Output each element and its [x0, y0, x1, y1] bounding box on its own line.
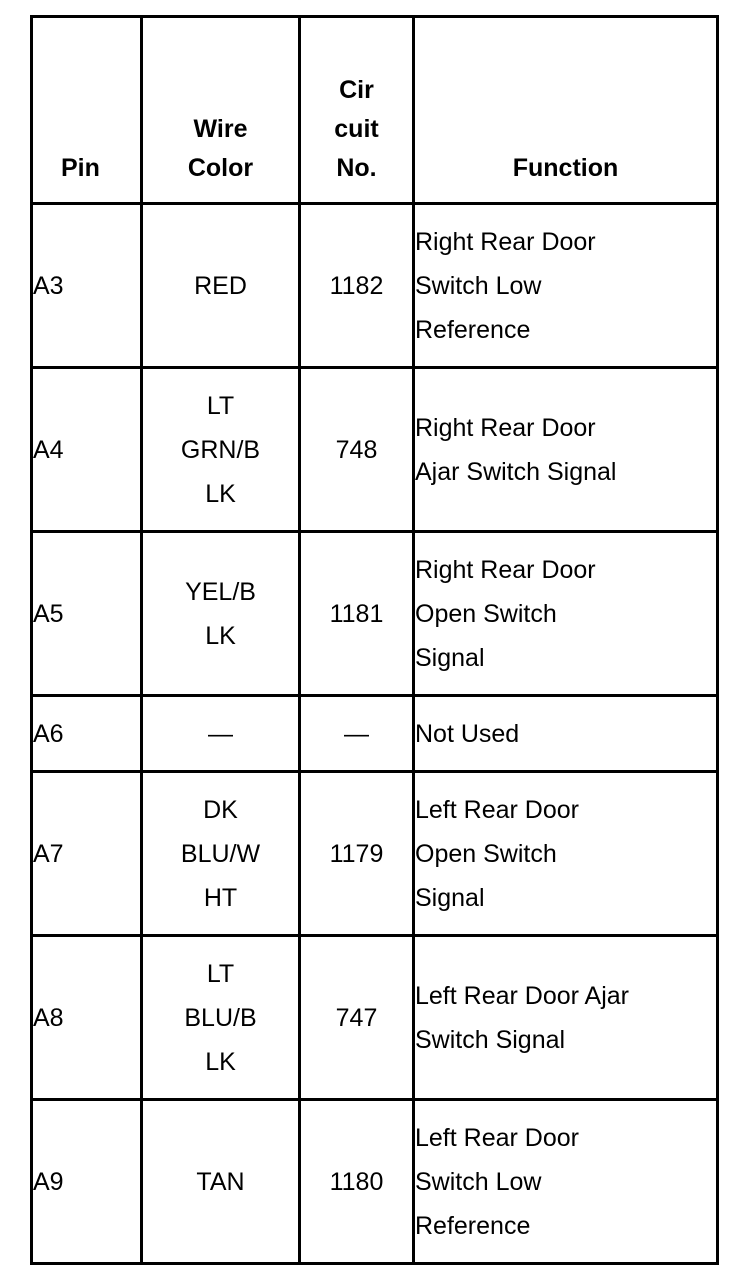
wire-color-text: GRN/B [180, 435, 261, 464]
function-cell [414, 532, 718, 696]
header-wire-color-line1: Wire [193, 115, 248, 143]
table-row [32, 532, 718, 696]
function-text: Ajar Switch Signal [415, 457, 617, 486]
wire-color-cell [142, 204, 300, 368]
function-text: Signal [415, 883, 485, 912]
wire-color-text: LK [205, 621, 236, 650]
function-text: Left Rear Door [415, 1123, 579, 1152]
wire-color-text: BLU/B [184, 1003, 257, 1032]
wire-color-text: LT [206, 391, 235, 420]
function-text: Right Rear Door [415, 413, 596, 442]
wire-color-cell [142, 936, 300, 1100]
table-row [32, 772, 718, 936]
wire-color-cell [142, 696, 300, 772]
table-row [32, 368, 718, 532]
header-function-label: Function [512, 154, 619, 182]
function-text: Right Rear Door [415, 555, 596, 584]
header-circuit-line1: Cir [339, 76, 374, 104]
header-circuit-line2: cuit [334, 115, 379, 143]
function-cell [414, 936, 718, 1100]
wire-color-text: LK [205, 479, 236, 508]
pin-table [30, 15, 719, 1265]
circuit-cell: 1182 [300, 204, 414, 368]
function-text: Open Switch [415, 839, 557, 868]
wire-color-text: RED [194, 271, 247, 300]
function-text: Reference [415, 1211, 531, 1240]
table-row [32, 204, 718, 368]
function-cell [414, 1100, 718, 1264]
header-wire-color-line2: Color [187, 154, 254, 182]
circuit-cell: — [300, 696, 414, 772]
function-text: Reference [415, 315, 531, 344]
wire-color-text: DK [203, 795, 238, 824]
wire-color-cell [142, 368, 300, 532]
function-text: Signal [415, 643, 485, 672]
header-pin-label: Pin [61, 154, 100, 182]
circuit-cell: 748 [300, 368, 414, 532]
pin-cell: A7 [32, 772, 142, 936]
pin-cell: A9 [32, 1100, 142, 1264]
table-row [32, 1100, 718, 1264]
circuit-cell: 1181 [300, 532, 414, 696]
pin-cell: A3 [32, 204, 142, 368]
function-text: Left Rear Door Ajar [415, 981, 629, 1010]
header-circuit-no [300, 17, 414, 204]
function-cell [414, 696, 718, 772]
pin-cell: A6 [32, 696, 142, 772]
function-cell [414, 772, 718, 936]
function-text: Switch Low [415, 271, 542, 300]
wire-color-text: HT [203, 883, 238, 912]
function-cell [414, 368, 718, 532]
wire-color-text: — [208, 719, 233, 748]
function-text: Not Used [415, 719, 520, 748]
function-text: Right Rear Door [415, 227, 596, 256]
header-wire-color [142, 17, 300, 204]
wire-color-text: TAN [196, 1167, 245, 1196]
function-text: Left Rear Door [415, 795, 579, 824]
table-row [32, 696, 718, 772]
header-row [32, 17, 718, 204]
pin-cell: A4 [32, 368, 142, 532]
table-row [32, 936, 718, 1100]
pin-cell: A8 [32, 936, 142, 1100]
wire-color-cell [142, 1100, 300, 1264]
wire-color-cell [142, 772, 300, 936]
wire-color-text: BLU/W [180, 839, 261, 868]
header-circuit-line3: No. [336, 154, 377, 182]
function-text: Switch Signal [415, 1025, 566, 1054]
pin-cell: A5 [32, 532, 142, 696]
wire-color-text: LT [206, 959, 235, 988]
circuit-cell: 1180 [300, 1100, 414, 1264]
function-text: Switch Low [415, 1167, 542, 1196]
header-function [414, 17, 718, 204]
wire-color-cell [142, 532, 300, 696]
function-text: Open Switch [415, 599, 557, 628]
header-pin [32, 17, 142, 204]
circuit-cell: 747 [300, 936, 414, 1100]
wire-color-text: YEL/B [185, 577, 256, 606]
function-cell [414, 204, 718, 368]
circuit-cell: 1179 [300, 772, 414, 936]
wire-color-text: LK [205, 1047, 236, 1076]
